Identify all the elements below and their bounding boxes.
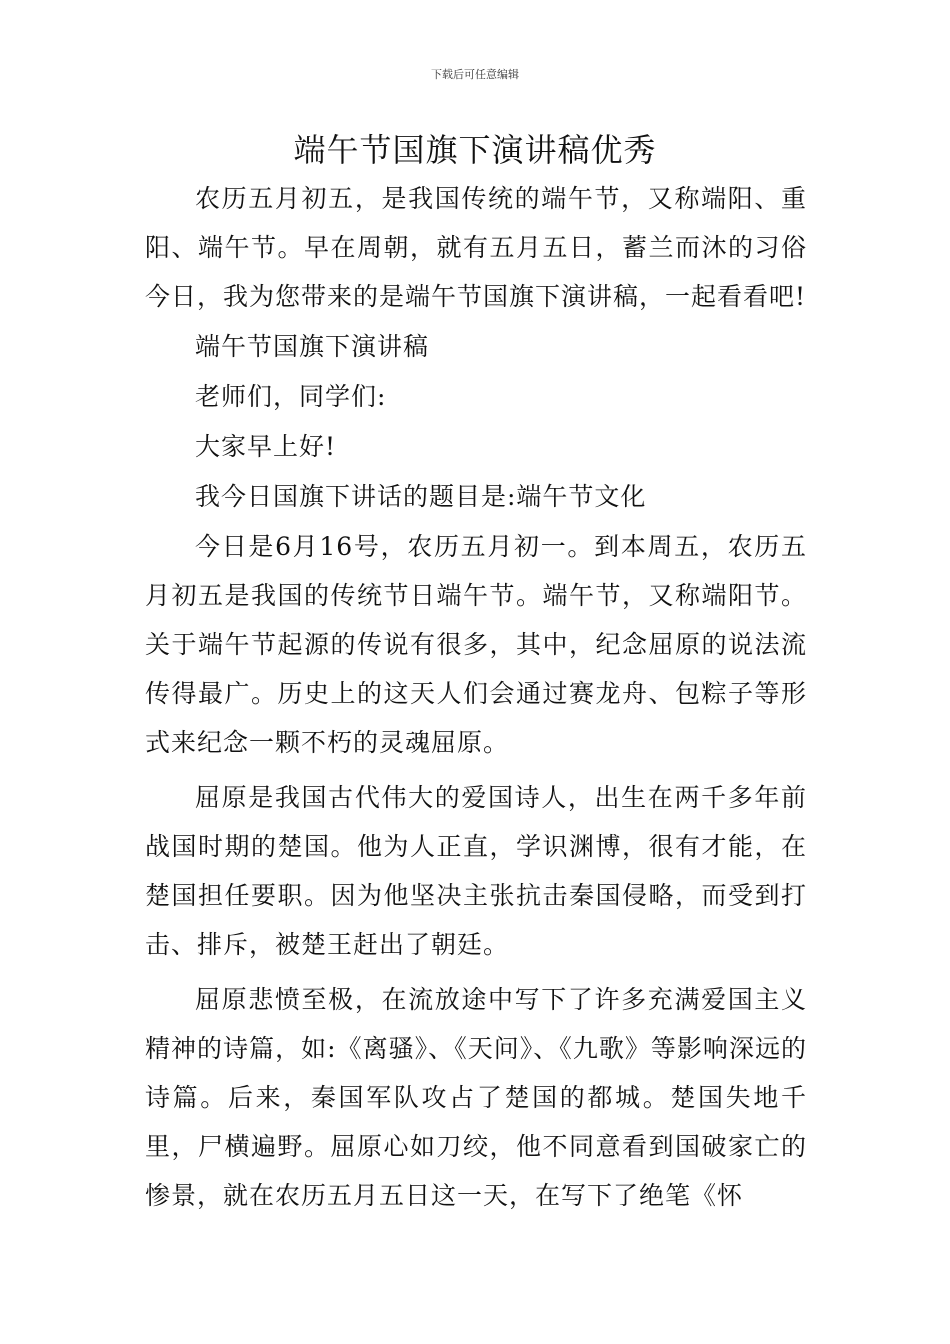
- paragraph-intro: 农历五月初五，是我国传统的端午节，又称端阳、重阳、端午节。早在周朝，就有五月五日，蓄兰而沐的习俗今日，我为您带来的是端午节国旗下演讲稿，一起看看吧!: [145, 184, 807, 311]
- paragraph-quyuan-intro: 屈原是我国古代伟大的爱国诗人，出生在两千多年前战国时期的楚国。他为人正直，学识渊博，很有才能，在楚国担任要职。因为他坚决主张抗击秦国侵略，而受到打击、排斥，被楚王赶出了朝廷。: [145, 783, 807, 959]
- paragraph-topic: 我今日国旗下讲话的题目是:端午节文化: [195, 482, 647, 511]
- paragraph-quyuan-poems: 屈原悲愤至极，在流放途中写下了许多充满爱国主义精神的诗篇，如:《离骚》、《天问》、《九歌》等影响深远的诗篇。后来，秦国军队攻占了楚国的都城。楚国失地千里，尸横遍野。屈原心如刀绞，他不同意看到国破家亡的惨景，就在农历五月五日这一天，在写下了绝笔《怀: [145, 985, 807, 1210]
- paragraph-greeting: 大家早上好!: [195, 432, 337, 461]
- header-note: 下载后可任意编辑: [431, 68, 519, 81]
- document-title: 端午节国旗下演讲稿优秀: [293, 131, 657, 169]
- document-body: [145, 174, 807, 1220]
- paragraph-speech-title: 端午节国旗下演讲稿: [195, 332, 430, 361]
- paragraph-salutation: 老师们，同学们:: [195, 382, 387, 411]
- paragraph-date: 今日是6月16号，农历五月初一。到本周五，农历五月初五是我国的传统节日端午节。端午节，又称端阳节。关于端午节起源的传说有很多，其中，纪念屈原的说法流传得最广。历史上的这天人们会通过赛龙舟、包粽子等形式来纪念一颗不朽的灵魂屈原。: [145, 532, 807, 757]
